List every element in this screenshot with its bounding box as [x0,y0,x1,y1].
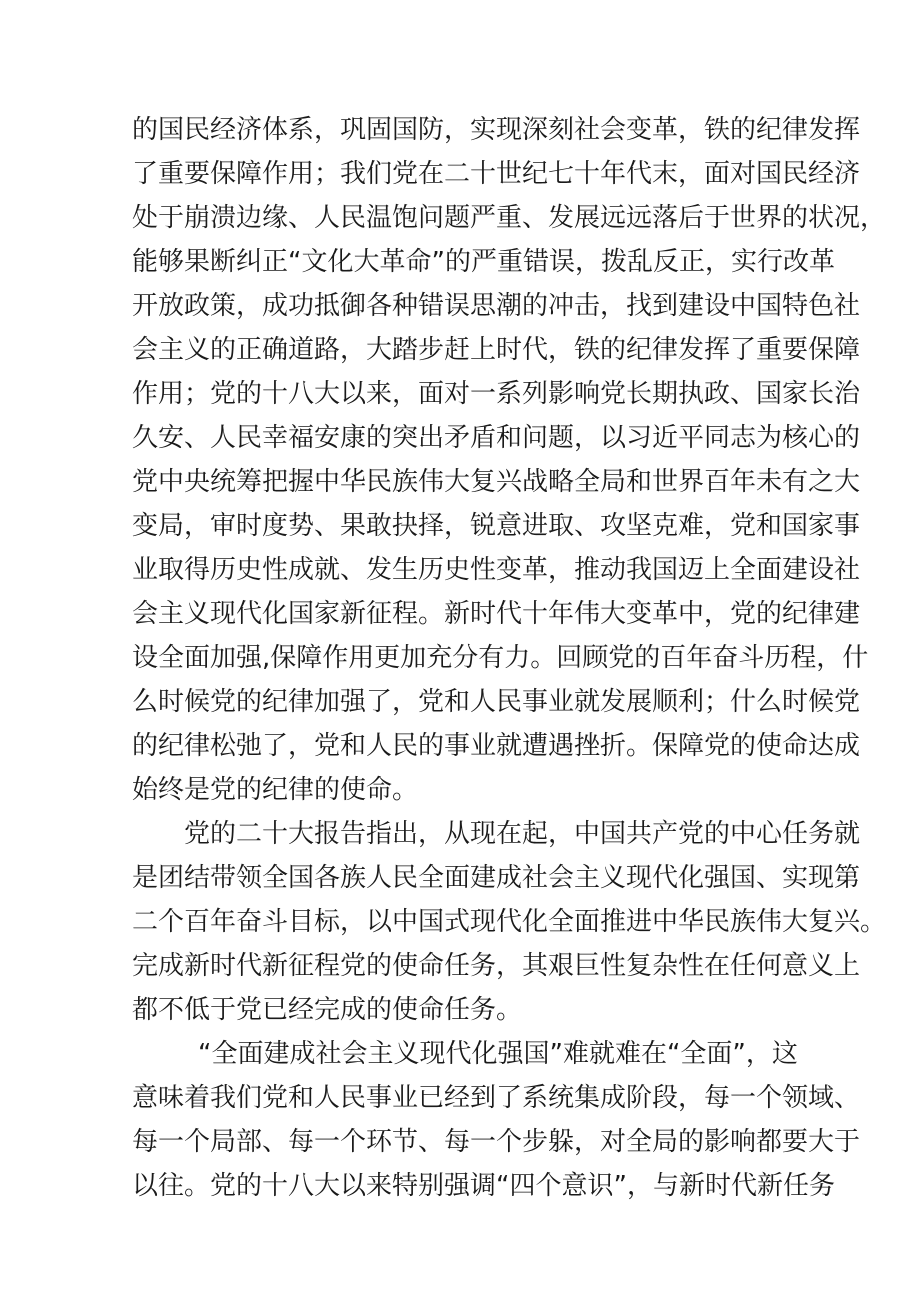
paragraph-line: 会主义现代化国家新征程。新时代十年伟大变革中，党的纪律建 [132,599,861,629]
paragraph-line: 的国民经济体系，巩固国防，实现深刻社会变革，铁的纪律发挥 [132,115,861,145]
paragraph-line: “全面建成社会主义现代化强国”难就难在“全面”，这 [198,1039,798,1069]
paragraph-line: 二个百年奋斗目标，以中国式现代化全面推进中华民族伟大复兴。 [132,907,887,937]
paragraph-line: 都不低于党已经完成的使命任务。 [132,995,523,1025]
paragraph-line: 的纪律松弛了，党和人民的事业就遭遇挫折。保障党的使命达成 [132,731,861,761]
paragraph-line: 处于崩溃边缘、人民温饱问题严重、发展远远落后于世界的状况， [132,203,887,233]
paragraph-line: 以往。党的十八大以来特别强调“四个意识”，与新时代新任务 [132,1171,835,1201]
paragraph-line: 始终是党的纪律的使命。 [132,775,419,805]
paragraph-line: 会主义的正确道路，大踏步赶上时代，铁的纪律发挥了重要保障 [132,335,861,365]
paragraph-line: 能够果断纠正“文化大革命”的严重错误，拨乱反正，实行改革 [132,247,835,277]
paragraph-line: 了重要保障作用；我们党在二十世纪七十年代末，面对国民经济 [132,159,861,189]
paragraph-line: 完成新时代新征程党的使命任务，其艰巨性复杂性在任何意义上 [132,951,861,981]
paragraph-line: 变局，审时度势、果敢抉择，锐意进取、攻坚克难，党和国家事 [132,511,861,541]
paragraph-line: 是团结带领全国各族人民全面建成社会主义现代化强国、实现第 [132,863,861,893]
paragraph-line: 开放政策，成功抵御各种错误思潮的冲击，找到建设中国特色社 [132,291,861,321]
paragraph-line: 党中央统筹把握中华民族伟大复兴战略全局和世界百年未有之大 [132,467,861,497]
paragraph-line: 党的二十大报告指出，从现在起，中国共产党的中心任务就 [184,819,861,849]
paragraph-line: 设全面加强,保障作用更加充分有力。回顾党的百年奋斗历程，什 [132,643,869,673]
paragraph-line: 作用；党的十八大以来，面对一系列影响党长期执政、国家长治 [132,379,861,409]
paragraph-line: 久安、人民幸福安康的突出矛盾和问题，以习近平同志为核心的 [132,423,861,453]
paragraph-line: 意味着我们党和人民事业已经到了系统集成阶段，每一个领域、 [132,1083,861,1113]
paragraph-line: 么时候党的纪律加强了，党和人民事业就发展顺利；什么时候党 [132,687,861,717]
paragraph-line: 业取得历史性成就、发生历史性变革，推动我国迈上全面建设社 [132,555,861,585]
paragraph-line: 每一个局部、每一个环节、每一个步躲，对全局的影响都要大于 [132,1127,861,1157]
